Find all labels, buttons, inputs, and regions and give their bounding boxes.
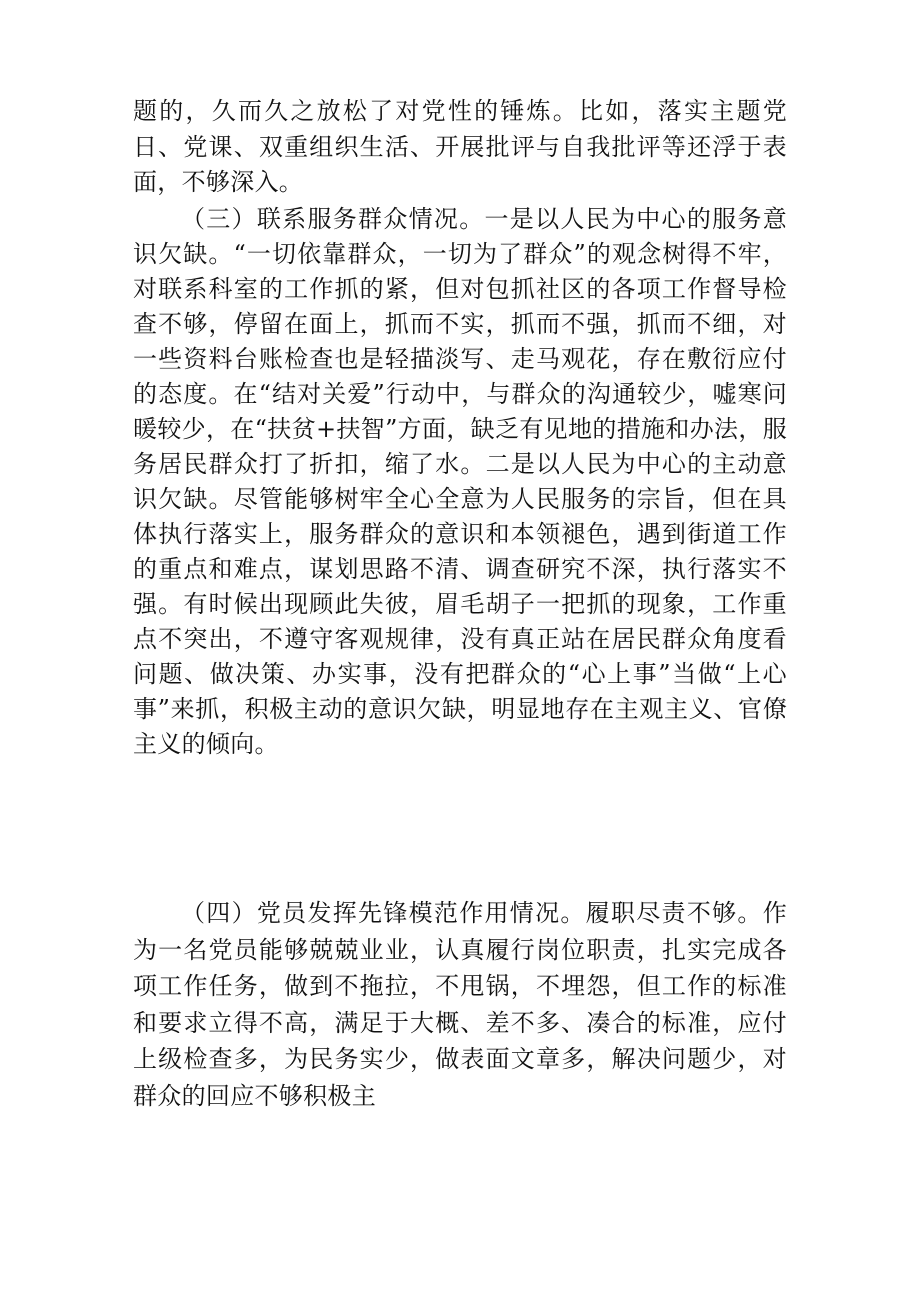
paragraph-section-three: [133, 202, 787, 762]
paragraph-text: 题的，久而久之放松了对党性的锤炼。比如，落实主题党日、党课、双重组织生活、开展批评与自我批评等还浮于表面，不够深入。: [133, 97, 787, 196]
paragraph-text: （四）党员发挥先锋模范作用情况。履职尽责不够。作为一名党员能够兢兢业业，认真履行岗位职责，扎实完成各项工作任务，做到不拖拉，不甩锅，不埋怨，但工作的标准和要求立得不高，满足于大概、差不多、凑合的标准，应付上级检查多，为民务实少，做表面文章多，解决问题少，对群众的回应不够积极主: [133, 899, 787, 1110]
paragraph-text: （三）联系服务群众情况。一是以人民为中心的服务意识欠缺。“一切依靠群众，一切为了群众”的观念树得不牢，对联系科室的工作抓的紧，但对包抓社区的各项工作督导检查不够，停留在面上，抓而不实，抓而不强，抓而不细，对一些资料台账检查也是轻描淡写、走马观花，存在敷衍应付的态度。在“结对关爱”行动中，与群众的沟通较少，嘘寒问暖较少，在“扶贫+扶智”方面，缺乏有见地的措施和办法，服务居民群众打了折扣，缩了水。二是以人民为中心的主动意识欠缺。尽管能够树牢全心全意为人民服务的宗旨，但在具体执行落实上，服务群众的意识和本领褪色，遇到街道工作的重点和难点，谋划思路不清、调查研究不深，执行落实不强。有时候出现顾此失彼，眉毛胡子一把抓的现象，工作重点不突出，不遵守客观规律，没有真正站在居民群众角度看问题、做决策、办实事，没有把群众的“心上事”当做“上心事”来抓，积极主动的意识欠缺，明显地存在主观主义、官僚主义的倾向。: [133, 205, 787, 758]
paragraph-continuation: [133, 94, 787, 201]
paragraph-section-four: [133, 895, 787, 1114]
